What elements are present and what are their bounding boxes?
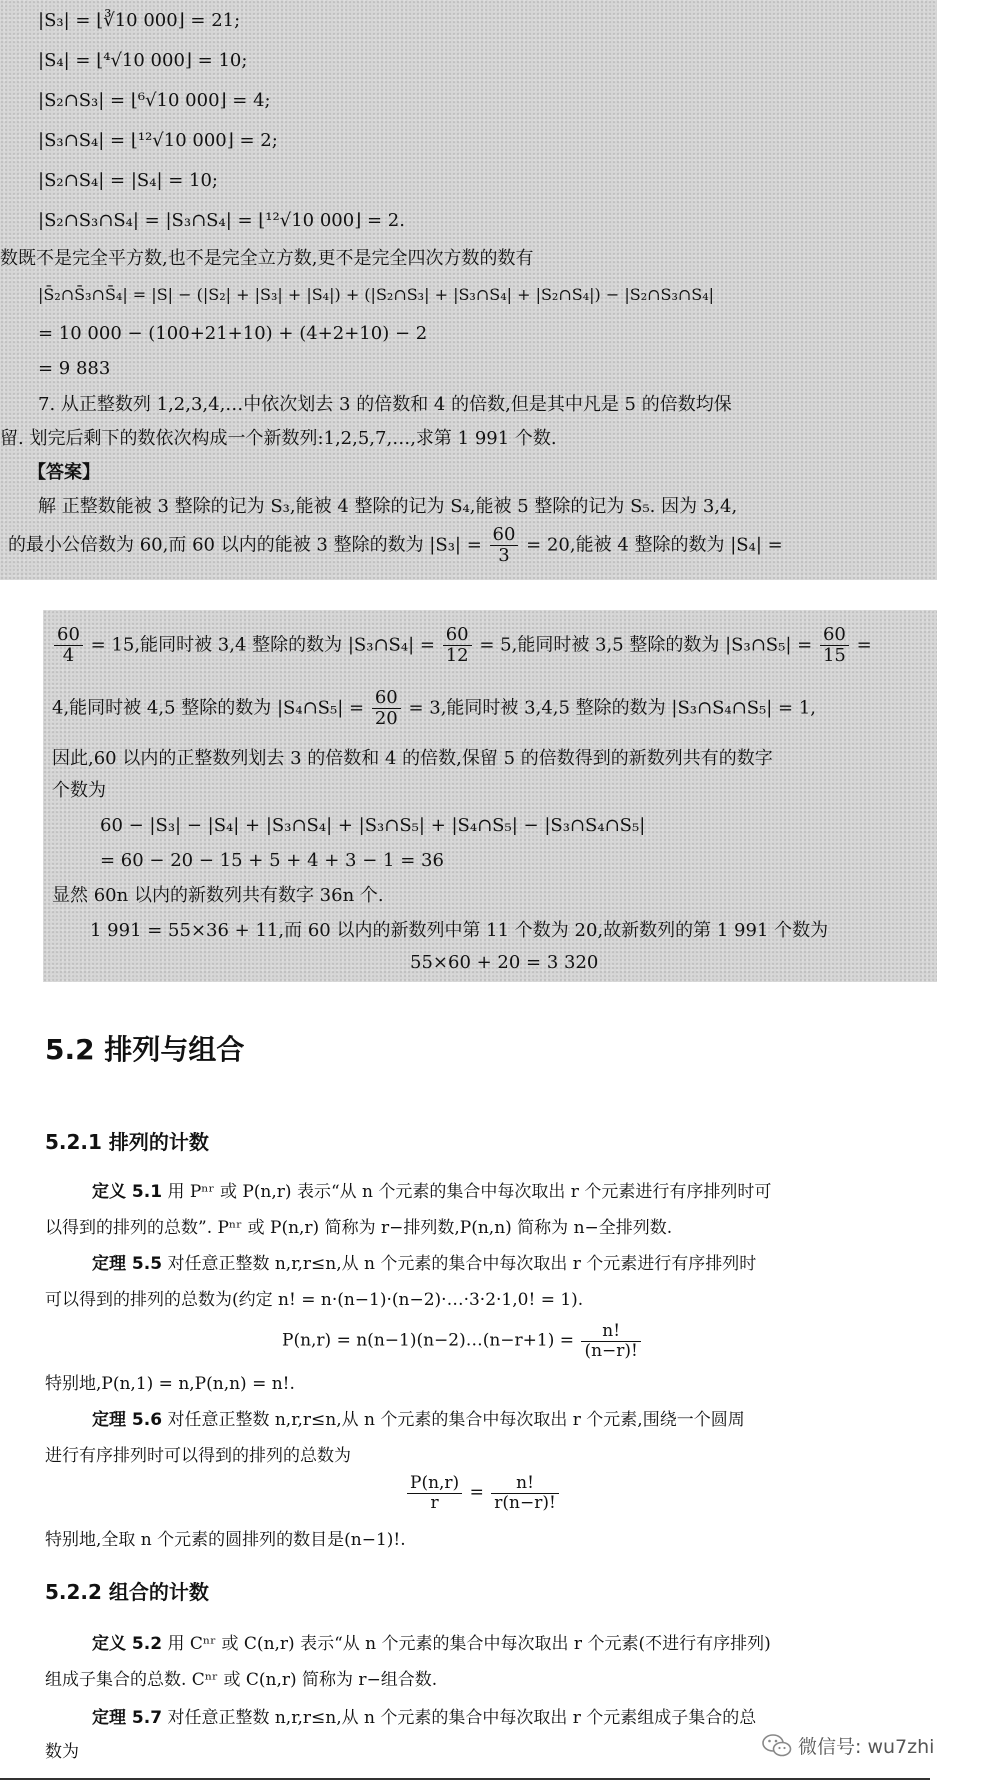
section-title: 5.2 排列与组合: [45, 1033, 245, 1066]
wechat-watermark: 微信号: wu7zhi: [762, 1732, 934, 1759]
problem-statement: 留. 划完后剩下的数依次构成一个新数列:1,2,5,7,…,求第 1 991 个数.: [0, 428, 557, 449]
equation-line: 60 − |S₃| − |S₄| + |S₃∩S₄| + |S₃∩S₅| + |S₄∩S₅| − |S₃∩S₄∩S₅|: [100, 815, 646, 836]
wechat-icon: [762, 1733, 792, 1759]
solution-line: 1 991 = 55×36 + 11,而 60 以内的新数列中第 11 个数为 20,故新数列的第 1 991 个数为: [90, 920, 829, 941]
fraction: $\frac{n!}{(n-r)!}$: [581, 1322, 640, 1360]
equation-line: 55×60 + 20 = 3 320: [410, 952, 599, 973]
definition-line: 组成子集合的总数. Cⁿʳ 或 C(n,r) 简称为 r−组合数.: [45, 1670, 438, 1690]
fraction: $\frac{60}{3}$: [490, 525, 519, 566]
equation-line: |S₂∩S₄| = |S₄| = 10;: [38, 170, 218, 191]
fraction: $\frac{60}{20}$: [372, 688, 401, 729]
definition-line: 定义 5.2 用 Cⁿʳ 或 C(n,r) 表示“从 n 个元素的集合中每次取出 r 个元素(不进行有序排列): [92, 1634, 771, 1654]
fraction: $\frac{P(n,r)}{r}$: [407, 1474, 462, 1512]
solution-line: 4,能同时被 4,5 整除的数为 |S₄∩S₅| = $\frac{60}{20}$ = 3,能同时被 3,4,5 整除的数为 |S₃∩S₄∩S₅| = 1,: [52, 687, 817, 729]
equation-line: = 10 000 − (100+21+10) + (4+2+10) − 2: [38, 323, 428, 344]
definition-line: 以得到的排列的总数”. Pⁿʳ 或 P(n,r) 简称为 r−排列数,P(n,n) 简称为 n−全排列数.: [45, 1218, 673, 1238]
subsection-title: 5.2.1 排列的计数: [45, 1130, 209, 1154]
formula-permutation: P(n,r) = n(n−1)(n−2)…(n−r+1) = $\frac{n!}{(n-r)!}$: [282, 1322, 643, 1360]
equation-line: |S₂∩S₃∩S₄| = |S₃∩S₄| = ⌊¹²√10 000⌋ = 2.: [38, 210, 405, 231]
equation-line: = 60 − 20 − 15 + 5 + 4 + 3 − 1 = 36: [100, 850, 444, 871]
definition-line: 定义 5.1 用 Pⁿʳ 或 P(n,r) 表示“从 n 个元素的集合中每次取出 r 个元素进行有序排列时可: [92, 1182, 772, 1202]
paragraph-line: 特别地,P(n,1) = n,P(n,n) = n!.: [45, 1374, 295, 1394]
solution-line: $\frac{60}{4}$ = 15,能同时被 3,4 整除的数为 |S₃∩S₄| = $\frac{60}{12}$ = 5,能同时被 3,5 整除的数为 |S₃∩S₅| = $\frac{60}{15}$ =: [52, 625, 872, 666]
equation-line: |S₄| = ⌊⁴√10 000⌋ = 10;: [38, 50, 248, 71]
fraction: $\frac{n!}{r(n-r)!}$: [491, 1474, 559, 1512]
equation-line: |S₂∩S₃| = ⌊⁶√10 000⌋ = 4;: [38, 90, 271, 111]
theorem-line: 进行有序排列时可以得到的排列的总数为: [45, 1446, 351, 1466]
equation-line: |S₃| = ⌊∛10 000⌋ = 21;: [38, 10, 241, 31]
paragraph-line: 特别地,全取 n 个元素的圆排列的数目是(n−1)!.: [45, 1530, 406, 1550]
equation-line: |S̄₂∩S̄₃∩S̄₄| = |S| − (|S₂| + |S₃| + |S₄|) + (|S₂∩S₃| + |S₃∩S₄| + |S₂∩S₄|) − |S₂∩S₃∩S₄|: [38, 285, 715, 304]
fraction: $\frac{60}{15}$: [820, 625, 849, 666]
bottom-rule: [0, 1778, 930, 1780]
solution-line: 个数为: [52, 780, 106, 801]
theorem-line: 定理 5.5 对任意正整数 n,r,r≤n,从 n 个元素的集合中每次取出 r 个元素进行有序排列时: [92, 1254, 757, 1274]
theorem-line: 可以得到的排列的总数为(约定 n! = n·(n−1)·(n−2)·…·3·2·1,0! = 1).: [45, 1290, 584, 1310]
problem-statement: 7. 从正整数列 1,2,3,4,…中依次划去 3 的倍数和 4 的倍数,但是其中凡是 5 的倍数均保: [38, 394, 732, 415]
theorem-line: 定理 5.7 对任意正整数 n,r,r≤n,从 n 个元素的集合中每次取出 r 个元素组成子集合的总: [92, 1708, 757, 1728]
equation-line: = 9 883: [38, 358, 111, 379]
theorem-line: 定理 5.6 对任意正整数 n,r,r≤n,从 n 个元素的集合中每次取出 r 个元素,围绕一个圆周: [92, 1410, 745, 1430]
solution-line: 解 正整数能被 3 整除的记为 S₃,能被 4 整除的记为 S₄,能被 5 整除的记为 S₅. 因为 3,4,: [38, 496, 738, 517]
solution-line: 因此,60 以内的正整数列划去 3 的倍数和 4 的倍数,保留 5 的倍数得到的新数列共有的数字: [52, 748, 773, 769]
formula-circular-permutation: $\frac{P(n,r)}{r}$ = $\frac{n!}{r(n-r)!}$: [405, 1474, 561, 1512]
fraction: $\frac{60}{12}$: [443, 625, 472, 666]
theorem-line: 数为: [45, 1742, 79, 1762]
fraction: $\frac{60}{4}$: [54, 625, 83, 666]
solution-line: 的最小公倍数为 60,而 60 以内的能被 3 整除的数为 |S₃| = $\frac{60}{3}$ = 20,能被 4 整除的数为 |S₄| =: [8, 524, 783, 566]
paragraph-line: 数既不是完全平方数,也不是完全立方数,更不是完全四次方数的数有: [0, 248, 534, 269]
solution-line: 显然 60n 以内的新数列共有数字 36n 个.: [52, 885, 384, 906]
subsection-title: 5.2.2 组合的计数: [45, 1580, 209, 1604]
answer-heading: 【答案】: [28, 462, 100, 483]
equation-line: |S₃∩S₄| = ⌊¹²√10 000⌋ = 2;: [38, 130, 278, 151]
